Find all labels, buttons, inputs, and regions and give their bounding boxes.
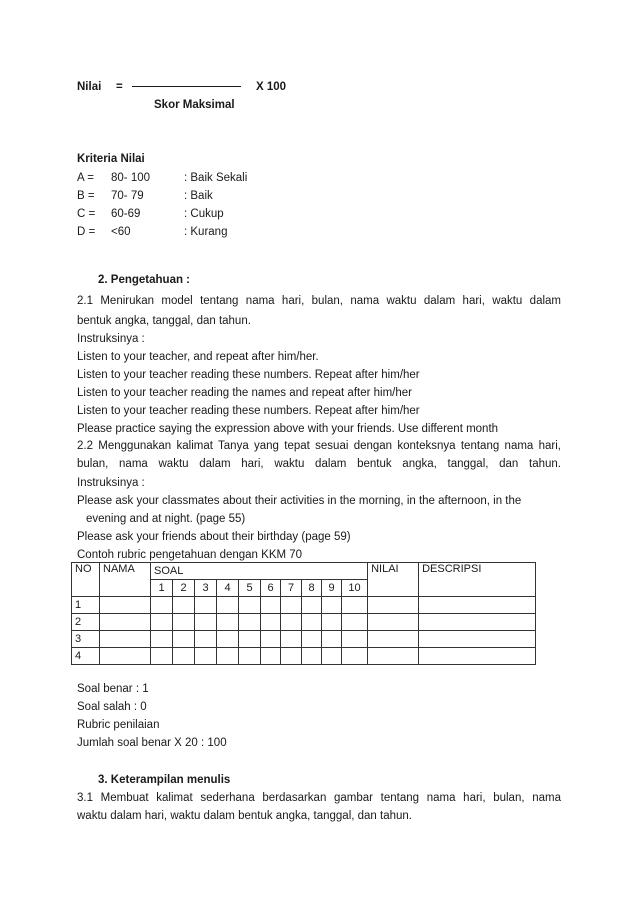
- kriteria-grade: D =: [77, 226, 96, 238]
- scoring-line: Soal salah : 0: [77, 701, 147, 713]
- instruction-line: Listen to your teacher reading the names and repeat after him/her: [77, 387, 412, 399]
- kd-3-1-line: waktu dalam hari, waktu dalam bentuk angka, tanggal, dan tahun.: [77, 810, 412, 822]
- soal-number: 8: [302, 580, 322, 597]
- kriteria-desc: : Kurang: [184, 226, 228, 238]
- instruksi-label: Instruksinya :: [77, 333, 145, 345]
- soal-number: 7: [281, 580, 302, 597]
- soal-number: 3: [195, 580, 217, 597]
- kd-2-2-line: 2.2 Menggunakan kalimat Tanya yang tepat sesuai dengan konteksnya tentang nama hari,: [77, 440, 561, 452]
- table-row: [72, 614, 536, 631]
- kriteria-range: 70- 79: [111, 190, 144, 202]
- table-row: [72, 631, 536, 648]
- soal-number: 5: [239, 580, 261, 597]
- instruction-line: evening and at night. (page 55): [86, 513, 246, 525]
- table-header-row: [72, 563, 536, 580]
- formula-equals: =: [116, 81, 123, 93]
- soal-number: 2: [173, 580, 195, 597]
- kd-3-1-line: 3.1 Membuat kalimat sederhana berdasarkan gambar tentang nama hari, bulan, nama: [77, 792, 561, 804]
- kd-2-1-line: bentuk angka, tanggal, dan tahun.: [77, 315, 251, 327]
- kriteria-grade: C =: [77, 208, 96, 220]
- instruction-line: Listen to your teacher, and repeat after him/her.: [77, 351, 319, 363]
- header-nilai: NILAI: [368, 563, 419, 597]
- header-descripsi: DESCRIPSI: [419, 563, 536, 597]
- formula-denominator: Skor Maksimal: [154, 99, 235, 111]
- row-number: 3: [72, 631, 100, 648]
- kriteria-desc: : Baik Sekali: [184, 172, 248, 184]
- kriteria-grade: B =: [77, 190, 95, 202]
- scoring-line: Soal benar : 1: [77, 683, 149, 695]
- instruction-line: Please practice saying the expression above with your friends. Use different month: [77, 423, 499, 435]
- kriteria-desc: : Cukup: [184, 208, 224, 220]
- soal-number: 4: [217, 580, 239, 597]
- instruction-line: Listen to your teacher reading these numbers. Repeat after him/her: [77, 405, 420, 417]
- header-soal: SOAL: [151, 563, 368, 580]
- table-row: [72, 597, 536, 614]
- soal-number: 1: [151, 580, 173, 597]
- kriteria-title: Kriteria Nilai: [77, 153, 145, 165]
- section-heading-pengetahuan: 2. Pengetahuan :: [98, 274, 191, 286]
- table-row: [72, 648, 536, 665]
- kriteria-range: 60-69: [111, 208, 141, 220]
- instruction-line: Please ask your classmates about their activities in the morning, in the afternoon, in the: [77, 495, 522, 507]
- soal-number: 9: [322, 580, 342, 597]
- kriteria-grade: A =: [77, 172, 94, 184]
- kriteria-desc: : Baik: [184, 190, 213, 202]
- rubric-title: Contoh rubric pengetahuan dengan KKM 70: [77, 549, 303, 561]
- fraction-line: [132, 86, 241, 87]
- header-no: NO: [72, 563, 100, 597]
- rubric-table: [71, 562, 536, 665]
- section-heading-keterampilan: 3. Keterampilan menulis: [98, 774, 231, 786]
- kriteria-range: 80- 100: [111, 172, 151, 184]
- row-number: 1: [72, 597, 100, 614]
- scoring-line: Jumlah soal benar X 20 : 100: [77, 737, 227, 749]
- soal-number: 10: [342, 580, 368, 597]
- soal-number: 6: [261, 580, 281, 597]
- kriteria-range: <60: [111, 226, 131, 238]
- instruction-line: Please ask your friends about their birthday (page 59): [77, 531, 351, 543]
- header-nama: NAMA: [100, 563, 151, 597]
- kd-2-2-line: bulan, nama waktu dalam hari, waktu dalam bentuk angka, tanggal, dan tahun.: [77, 458, 561, 470]
- formula-nilai-label: Nilai: [77, 81, 102, 93]
- instruction-line: Listen to your teacher reading these numbers. Repeat after him/her: [77, 369, 420, 381]
- scoring-line: Rubric penilaian: [77, 719, 160, 731]
- row-number: 2: [72, 614, 100, 631]
- row-number: 4: [72, 648, 100, 665]
- instruksi-label: Instruksinya :: [77, 477, 145, 489]
- formula-multiplier: X 100: [256, 81, 287, 93]
- kd-2-1-line: 2.1 Menirukan model tentang nama hari, bulan, nama waktu dalam hari, waktu dalam: [77, 295, 561, 307]
